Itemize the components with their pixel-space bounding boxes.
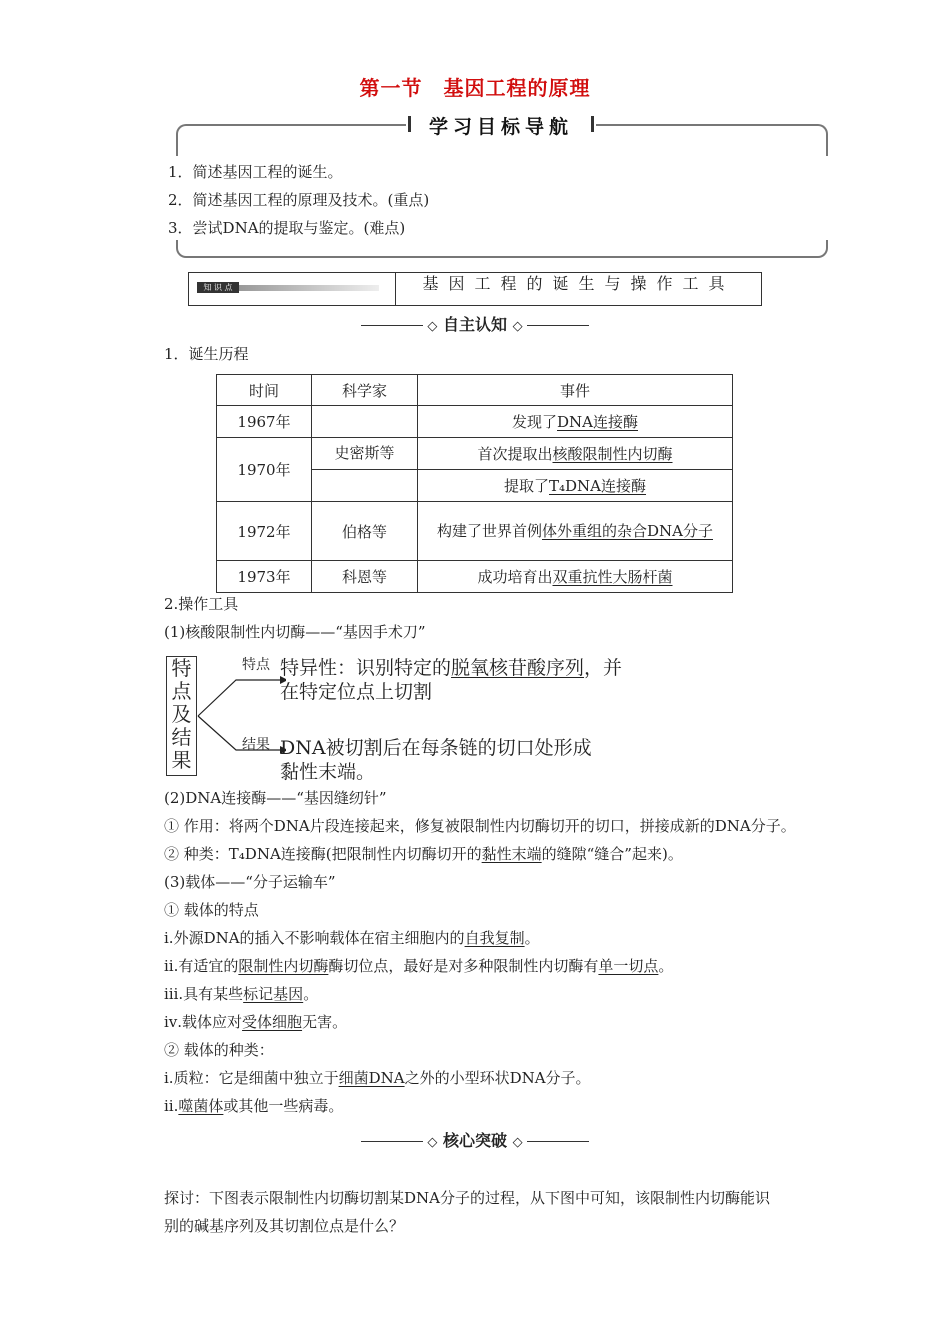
key-term: 脱氧核苷酸序列 <box>451 657 585 679</box>
key-term: 受体细胞 <box>242 1013 303 1031</box>
result-label: 结果 <box>242 737 270 753</box>
vector-type-item: ⅱ.噬菌体或其他一些病毒。 <box>164 1097 344 1115</box>
key-term: 黏性末端 <box>481 845 542 863</box>
table-cell-scientist <box>312 406 418 438</box>
table-cell-event: 首次提取出核酸限制性内切酶 <box>418 438 733 470</box>
vector-feature-item: ⅳ.载体应对受体细胞无害。 <box>164 1013 348 1031</box>
section-heading-core: ◇ 核心突破 ◇ <box>0 1128 950 1151</box>
key-term: 双重抗性大肠杆菌 <box>552 568 673 586</box>
vector-types-heading: ② 载体的种类： <box>164 1041 274 1059</box>
tool1-heading: (1)核酸限制性内切酶——“基因手术刀” <box>164 623 426 641</box>
table-cell-scientist: 科恩等 <box>312 561 418 593</box>
section-heading-self: ◇ 自主认知 ◇ <box>0 312 950 335</box>
result-text-line2: 黏性末端。 <box>280 761 376 783</box>
objectives-list <box>168 158 429 242</box>
diagram-label-box: 特 点 及 结 果 <box>166 656 197 776</box>
feature-text: 特异性：识别特定的脱氧核苷酸序列，并 <box>280 657 623 679</box>
page-title: 第一节 基因工程的原理 <box>359 76 591 100</box>
table-cell-scientist <box>312 470 418 502</box>
table-cell-event: 构建了世界首例体外重组的杂合DNA分子 <box>418 502 733 561</box>
feature-text-line2: 在特定位点上切割 <box>280 681 433 703</box>
section-self-label: 自主认知 <box>442 315 507 334</box>
discussion-line-2: 别的碱基序列及其切割位点是什么？ <box>164 1217 405 1235</box>
vector-feature-item: ⅱ.有适宜的限制性内切酶酶切位点，最好是对多种限制性内切酶有单一切点。 <box>164 957 674 975</box>
vector-feature-item: ⅰ.外源DNA的插入不影响载体在宿主细胞内的自我复制。 <box>164 929 540 947</box>
table-cell-time: 1972年 <box>217 502 312 561</box>
tool2-function: ① 作用：将两个DNA片段连接起来，修复被限制性内切酶切开的切口，拼接成新的DNA分子。 <box>164 817 796 835</box>
vector-type-item: ⅰ.质粒：它是细菌中独立于细菌DNA之外的小型环状DNA分子。 <box>164 1069 591 1087</box>
table-header-cell: 时间 <box>217 375 312 406</box>
key-term: 噬菌体 <box>178 1097 224 1115</box>
table-cell-time: 1973年 <box>217 561 312 593</box>
vector-feature-item: ⅲ.具有某些标记基因。 <box>164 985 319 1003</box>
history-table <box>216 374 733 593</box>
objective-item: 3．尝试DNA的提取与鉴定。(难点) <box>168 219 406 237</box>
history-heading: 1．诞生历程 <box>164 345 249 363</box>
knowledge-badge: 知 识 点 <box>197 282 239 293</box>
table-row <box>217 438 733 470</box>
table-cell-time: 1970年 <box>217 438 312 502</box>
table-cell-event: 发现了DNA连接酶 <box>418 406 733 438</box>
tool2-type: ② 种类：T₄DNA连接酶(把限制性内切酶切开的黏性末端的缝隙“缝合”起来)。 <box>164 845 683 863</box>
table-row <box>217 561 733 593</box>
table-cell-scientist: 史密斯等 <box>312 438 418 470</box>
table-header-cell: 科学家 <box>312 375 418 406</box>
key-term: 自我复制 <box>464 929 525 947</box>
tool2-heading: (2)DNA连接酶——“基因缝纫针” <box>164 789 387 807</box>
table-cell-event: 提取了T₄DNA连接酶 <box>418 470 733 502</box>
tool3-heading: (3)载体——“分子运输车” <box>164 873 336 891</box>
key-term: 限制性内切酶 <box>238 957 329 975</box>
objective-item: 1．简述基因工程的诞生。 <box>168 163 343 181</box>
objectives-banner-title: 学习目标导航 <box>406 112 596 138</box>
knowledge-point-box <box>188 272 762 306</box>
table-header-cell: 事件 <box>418 375 733 406</box>
table-row <box>217 502 733 561</box>
key-term: 标记基因 <box>243 985 304 1003</box>
section-core-label: 核心突破 <box>442 1131 507 1150</box>
table-cell-event: 成功培育出双重抗性大肠杆菌 <box>418 561 733 593</box>
restriction-enzyme-diagram <box>166 654 666 783</box>
knowledge-title: 基因工程的诞生与操作工具 <box>422 274 735 293</box>
branch-arrows <box>196 654 286 778</box>
objective-item: 2．简述基因工程的原理及技术。(重点) <box>168 191 430 209</box>
key-term: DNA连接酶 <box>557 413 638 431</box>
table-header-row <box>217 375 733 406</box>
key-term: 核酸限制性内切酶 <box>552 445 673 463</box>
vector-features-heading: ① 载体的特点 <box>164 901 259 919</box>
table-cell-scientist: 伯格等 <box>312 502 418 561</box>
objectives-banner <box>170 114 830 158</box>
table-cell-time: 1967年 <box>217 406 312 438</box>
key-term: 细菌DNA <box>338 1069 405 1087</box>
discussion-line-1: 探讨：下图表示限制性内切酶切割某DNA分子的过程，从下图中可知，该限制性内切酶能识 <box>164 1189 770 1207</box>
key-term: T₄DNA连接酶 <box>549 477 647 495</box>
key-term: 体外重组的杂合DNA分子 <box>542 522 713 540</box>
feature-label: 特点 <box>242 657 270 673</box>
objectives-banner-bottom <box>170 240 830 260</box>
tools-heading: 2.操作工具 <box>164 595 239 613</box>
result-text: DNA被切割后在每条链的切口处形成 <box>280 737 592 759</box>
table-row <box>217 406 733 438</box>
key-term: 单一切点 <box>598 957 659 975</box>
